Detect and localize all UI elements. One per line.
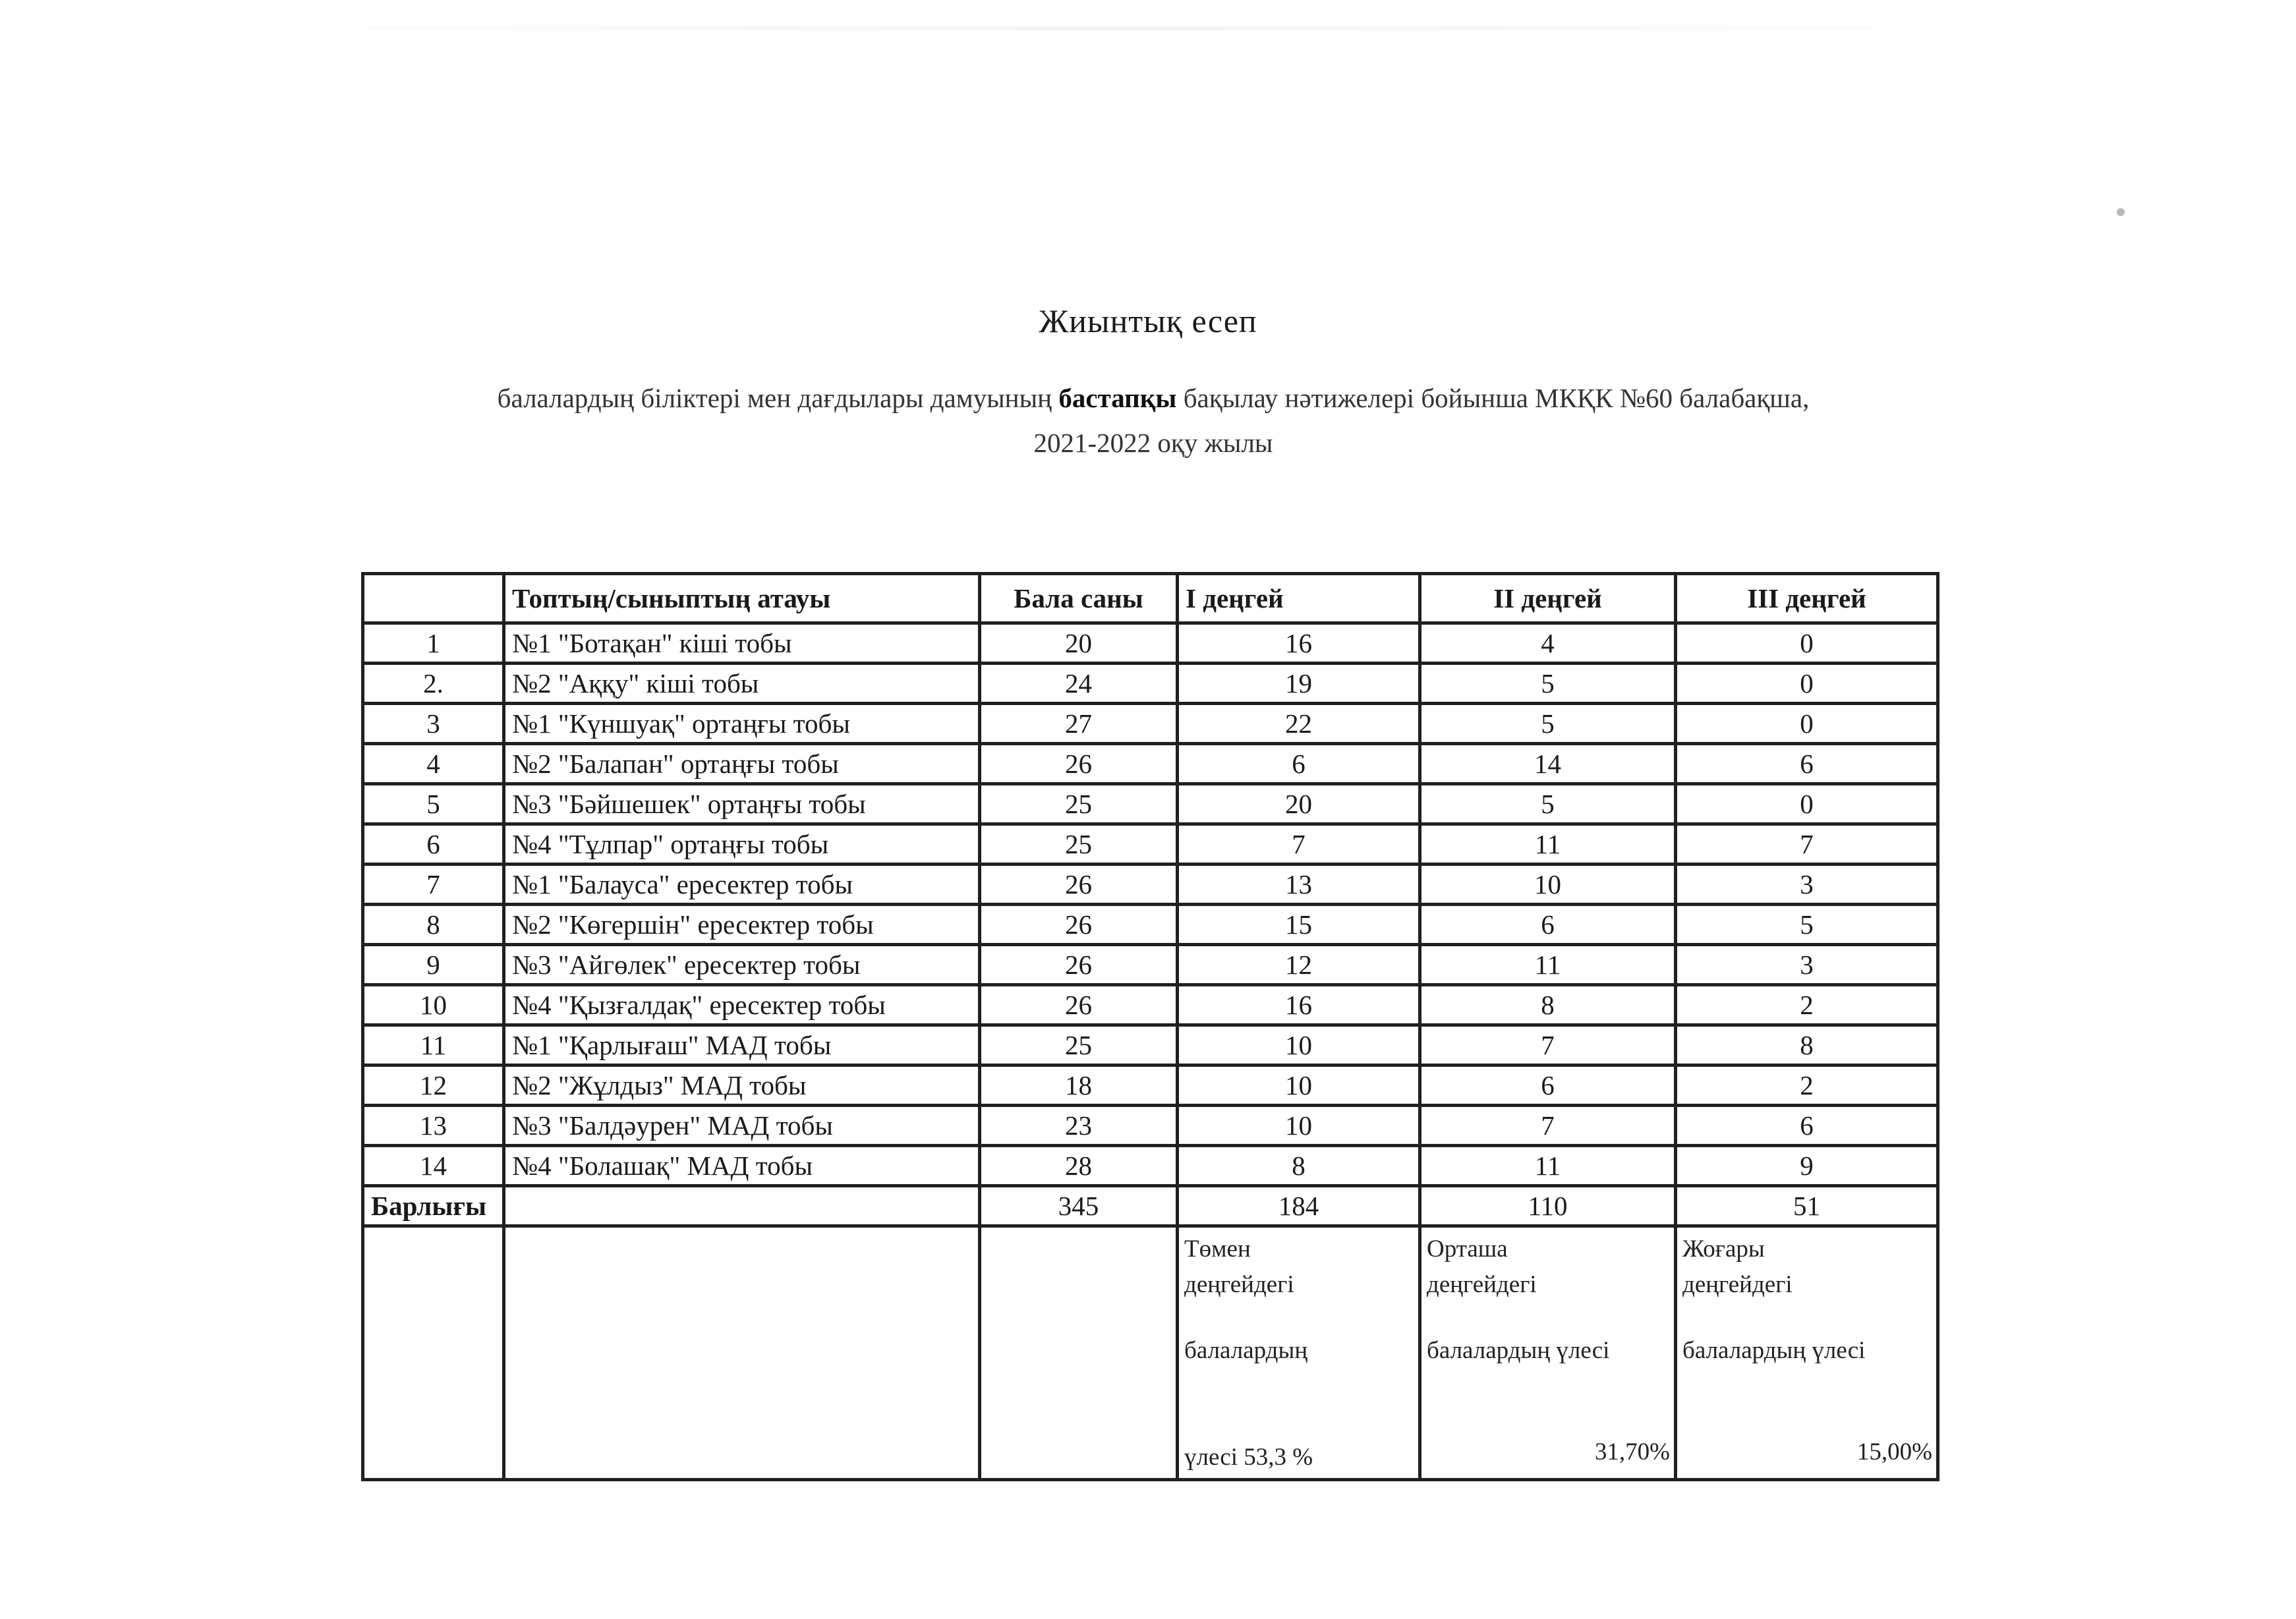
share-low-line4: үлесі 53,3 %	[1184, 1444, 1313, 1471]
header-row	[363, 574, 1938, 623]
row-level-2: 6	[1420, 905, 1676, 945]
table-row	[363, 905, 1938, 945]
row-group-name: №2 "Балапан" ортаңғы тобы	[504, 744, 980, 784]
row-level-3: 2	[1676, 985, 1938, 1025]
row-level-1: 6	[1178, 744, 1420, 784]
scan-speck	[2117, 208, 2125, 216]
table-row	[363, 744, 1938, 784]
row-level-3: 0	[1676, 623, 1938, 664]
row-level-3: 6	[1676, 1106, 1938, 1146]
share-low-line2: деңгейдегі	[1184, 1271, 1294, 1298]
table-row	[363, 865, 1938, 905]
row-child-count: 25	[980, 1025, 1178, 1065]
row-group-name: №2 "Көгершін" ересектер тобы	[504, 905, 980, 945]
share-high-line3: балалардың үлесі	[1682, 1337, 1866, 1364]
share-high-value: 15,00%	[1856, 1438, 1932, 1465]
total-label: Барлығы	[363, 1186, 504, 1226]
row-level-1: 19	[1178, 664, 1420, 704]
row-level-2: 4	[1420, 623, 1676, 664]
row-index: 7	[363, 865, 504, 905]
share-mid-cell	[1420, 1226, 1676, 1480]
subtitle-line-2: 2021-2022 оқу жылы	[1033, 428, 1273, 458]
row-index: 3	[363, 704, 504, 744]
total-level-3: 51	[1676, 1186, 1938, 1226]
scan-edge-shadow	[198, 26, 2043, 30]
row-level-3: 9	[1676, 1146, 1938, 1186]
row-index: 13	[363, 1106, 504, 1146]
row-index: 12	[363, 1065, 504, 1106]
row-level-1: 10	[1178, 1025, 1420, 1065]
row-index: 1	[363, 623, 504, 664]
row-level-2: 11	[1420, 1146, 1676, 1186]
total-level-1: 184	[1178, 1186, 1420, 1226]
share-mid-line3: балалардың үлесі	[1427, 1337, 1610, 1364]
row-index: 11	[363, 1025, 504, 1065]
header-count: Бала саны	[980, 574, 1178, 623]
row-group-name: №1 "Күншуақ" ортаңғы тобы	[504, 704, 980, 744]
row-group-name: №1 "Балауса" ересектер тобы	[504, 865, 980, 905]
table-row	[363, 704, 1938, 744]
shares-empty-2	[504, 1226, 980, 1480]
row-level-2: 7	[1420, 1025, 1676, 1065]
row-group-name: №2 "Аққу" кіші тобы	[504, 664, 980, 704]
share-high-line1: Жоғары	[1682, 1236, 1765, 1263]
table-row	[363, 623, 1938, 664]
table-row	[363, 1146, 1938, 1186]
row-level-1: 10	[1178, 1106, 1420, 1146]
row-group-name: №2 "Жұлдыз" МАД тобы	[504, 1065, 980, 1106]
total-count: 345	[980, 1186, 1178, 1226]
table-row	[363, 784, 1938, 824]
row-level-3: 3	[1676, 865, 1938, 905]
table-row	[363, 1106, 1938, 1146]
row-child-count: 26	[980, 985, 1178, 1025]
row-child-count: 27	[980, 704, 1178, 744]
row-level-2: 8	[1420, 985, 1676, 1025]
subtitle-text-a: балалардың біліктері мен дағдылары дамуының	[497, 383, 1059, 413]
table-row	[363, 664, 1938, 704]
row-child-count: 26	[980, 945, 1178, 985]
total-name-cell	[504, 1186, 980, 1226]
header-index	[363, 574, 504, 623]
header-name: Топтың/сыныптың атауы	[504, 574, 980, 623]
row-level-3: 5	[1676, 905, 1938, 945]
page-title: Жиынтық есеп	[1039, 302, 1257, 339]
share-high-cell	[1676, 1226, 1938, 1480]
row-level-2: 5	[1420, 704, 1676, 744]
row-level-1: 13	[1178, 865, 1420, 905]
table-row	[363, 824, 1938, 865]
header-level-3: III деңгей	[1676, 574, 1938, 623]
row-index: 14	[363, 1146, 504, 1186]
row-level-1: 15	[1178, 905, 1420, 945]
row-group-name: №3 "Бәйшешек" ортаңғы тобы	[504, 784, 980, 824]
share-mid-line1: Орташа	[1427, 1236, 1508, 1263]
row-level-3: 7	[1676, 824, 1938, 865]
table-row	[363, 985, 1938, 1025]
row-child-count: 25	[980, 784, 1178, 824]
header-level-2: II деңгей	[1420, 574, 1676, 623]
row-group-name: №4 "Қызғалдақ" ересектер тобы	[504, 985, 980, 1025]
row-level-3: 2	[1676, 1065, 1938, 1106]
row-group-name: №3 "Айгөлек" ересектер тобы	[504, 945, 980, 985]
row-group-name: №4 "Болашақ" МАД тобы	[504, 1146, 980, 1186]
subtitle-line-1	[369, 376, 1937, 420]
subtitle-bold: бастапқы	[1058, 383, 1177, 413]
row-level-2: 10	[1420, 865, 1676, 905]
row-level-1: 22	[1178, 704, 1420, 744]
share-mid-value: 31,70%	[1594, 1438, 1670, 1465]
row-child-count: 28	[980, 1146, 1178, 1186]
row-index: 6	[363, 824, 504, 865]
row-level-1: 16	[1178, 623, 1420, 664]
row-level-1: 20	[1178, 784, 1420, 824]
row-level-3: 3	[1676, 945, 1938, 985]
row-level-2: 11	[1420, 945, 1676, 985]
row-child-count: 26	[980, 905, 1178, 945]
row-level-3: 8	[1676, 1025, 1938, 1065]
row-child-count: 25	[980, 824, 1178, 865]
share-mid-line2: деңгейдегі	[1427, 1271, 1537, 1298]
row-level-1: 10	[1178, 1065, 1420, 1106]
row-child-count: 24	[980, 664, 1178, 704]
row-level-2: 5	[1420, 784, 1676, 824]
row-child-count: 18	[980, 1065, 1178, 1106]
row-group-name: №4 "Тұлпар" ортаңғы тобы	[504, 824, 980, 865]
page-subtitle	[369, 376, 1937, 465]
total-level-2: 110	[1420, 1186, 1676, 1226]
row-index: 2.	[363, 664, 504, 704]
row-group-name: №1 "Ботақан" кіші тобы	[504, 623, 980, 664]
row-group-name: №1 "Қарлығаш" МАД тобы	[504, 1025, 980, 1065]
share-low-line1: Төмен	[1184, 1236, 1251, 1263]
table-row	[363, 1065, 1938, 1106]
shares-row	[363, 1226, 1938, 1480]
row-level-1: 16	[1178, 985, 1420, 1025]
row-level-1: 7	[1178, 824, 1420, 865]
row-level-3: 6	[1676, 744, 1938, 784]
row-level-2: 14	[1420, 744, 1676, 784]
row-child-count: 26	[980, 744, 1178, 784]
header-level-1: I деңгей	[1178, 574, 1420, 623]
row-level-2: 7	[1420, 1106, 1676, 1146]
row-level-2: 11	[1420, 824, 1676, 865]
row-index: 9	[363, 945, 504, 985]
row-level-2: 5	[1420, 664, 1676, 704]
row-level-3: 0	[1676, 664, 1938, 704]
table-row	[363, 1025, 1938, 1065]
share-low-line3: балалардың	[1184, 1337, 1308, 1364]
table-row	[363, 945, 1938, 985]
row-index: 5	[363, 784, 504, 824]
shares-empty-1	[363, 1226, 504, 1480]
total-row	[363, 1186, 1938, 1226]
row-level-1: 8	[1178, 1146, 1420, 1186]
row-level-1: 12	[1178, 945, 1420, 985]
row-group-name: №3 "Балдәурен" МАД тобы	[504, 1106, 980, 1146]
row-level-2: 6	[1420, 1065, 1676, 1106]
row-child-count: 26	[980, 865, 1178, 905]
shares-empty-3	[980, 1226, 1178, 1480]
share-low-cell	[1178, 1226, 1420, 1480]
subtitle-text-b: бақылау нәтижелері бойынша МКҚК №60 балабақша,	[1176, 383, 1810, 413]
row-child-count: 23	[980, 1106, 1178, 1146]
share-high-line2: деңгейдегі	[1682, 1271, 1793, 1298]
summary-table	[361, 572, 1939, 1481]
row-child-count: 20	[980, 623, 1178, 664]
row-level-3: 0	[1676, 784, 1938, 824]
row-index: 8	[363, 905, 504, 945]
row-index: 4	[363, 744, 504, 784]
row-level-3: 0	[1676, 704, 1938, 744]
row-index: 10	[363, 985, 504, 1025]
